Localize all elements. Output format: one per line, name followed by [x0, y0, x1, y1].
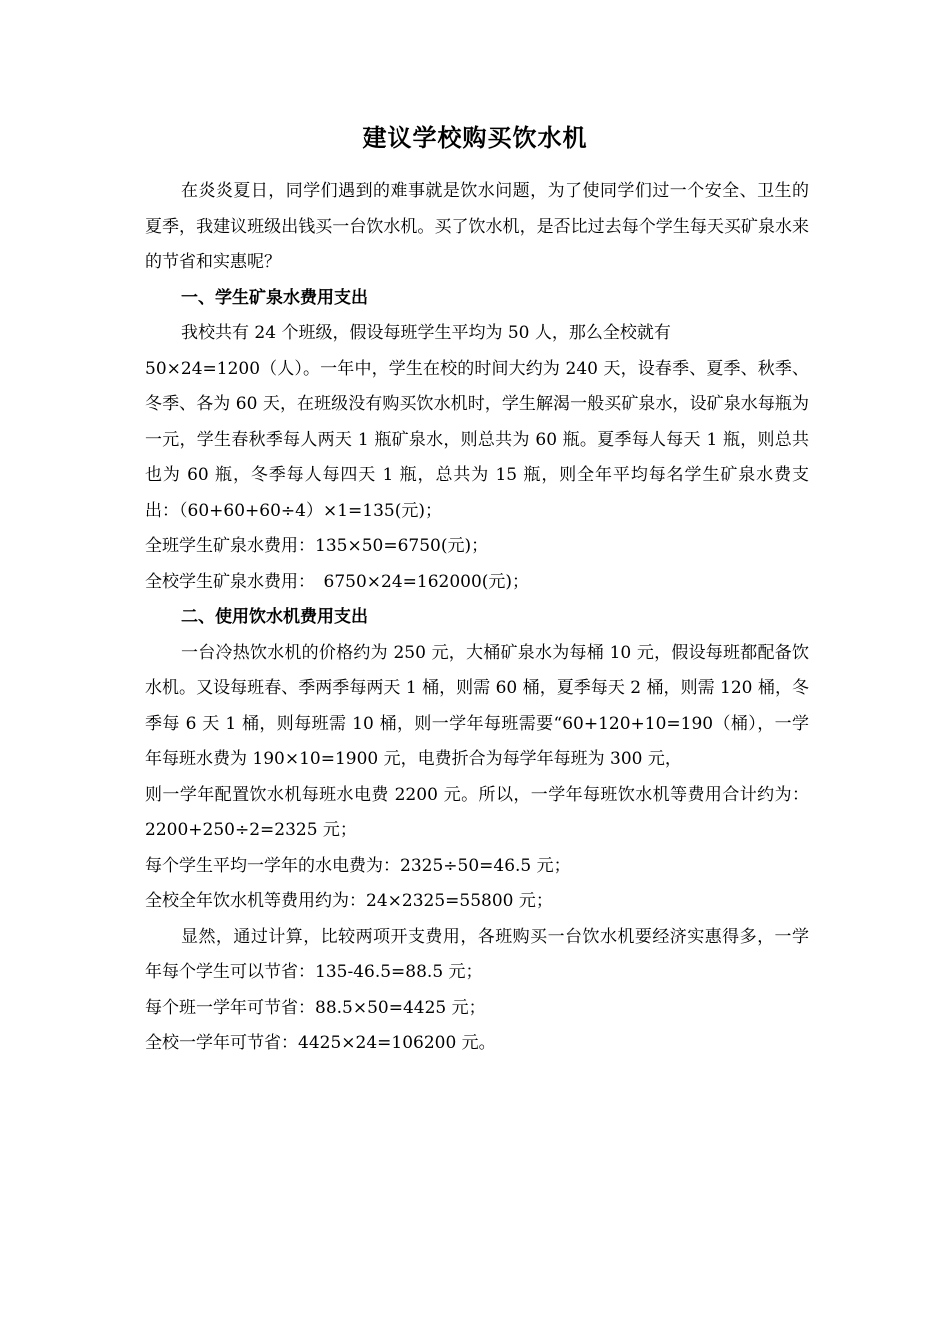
class-savings: 每个班一学年可节省：88.5×50=4425 元； [145, 997, 486, 1018]
school-savings: 全校一学年可节省：4425×24=106200 元。 [145, 1033, 496, 1053]
per-student-dispenser-cost: 每个学生平均一学年的水电费为：2325÷50=46.5 元； [145, 855, 571, 876]
section2-paragraph-continued: 则一学年配置饮水机每班水电费 2200 元。所以，一学年每班饮水机等费用合计约为：2200+250÷2=2325 元； [145, 784, 809, 840]
class-water-cost: 全班学生矿泉水费用：135×50=6750(元)； [145, 536, 489, 556]
section2-paragraph: 一台冷热饮水机的价格约为 250 元，大桶矿泉水为每桶 10 元，假设每班都配备饮水机。又设每班春、季两季每两天 1 桶，则需 60 桶，夏季每天 2 桶，则需 120 桶，冬季每 6 天 1 桶，则每班需 10 桶，则一学年每班需要“60+120+10=190（桶），一学年每班水费为 190×10=1900 元，电费折合为每学年每班为 300 元， [145, 642, 809, 769]
intro-paragraph: 在炎炎夏日，同学们遇到的难事就是饮水问题，为了使同学们过一个安全、卫生的夏季，我建议班级出钱买一台饮水机。买了饮水机，是否比过去每个学生每天买矿泉水来的节省和实惠呢？ [145, 181, 809, 272]
section-heading-mineral-water: 一、学生矿泉水费用支出 [181, 287, 368, 308]
section-heading-dispenser: 二、使用饮水机费用支出 [181, 607, 368, 627]
section1-paragraph-rest: 50×24=1200（人）。一年中，学生在校的时间大约为 240 天，设春季、夏季、秋季、冬季、各为 60 天，在班级没有购买饮水机时，学生解渴一般买矿泉水，设矿泉水每瓶为一元，学生春秋季每人两天 1 瓶矿泉水，则总共为 60 瓶。夏季每人每天 1 瓶，则总共也为 60 瓶，冬季每人每四天 1 瓶，总共为 15 瓶，则全年平均每名学生矿泉水费支出：（60+60+60÷4）×1=135(元)； [145, 358, 809, 521]
school-dispenser-cost: 全校全年饮水机等费用约为：24×2325=55800 元； [145, 891, 553, 911]
conclusion-paragraph: 显然，通过计算，比较两项开支费用，各班购买一台饮水机要经济实惠得多，一学年每个学生可以节省：135-46.5=88.5 元； [145, 926, 809, 982]
document-title: 建议学校购买饮水机 [362, 124, 588, 152]
school-water-cost: 全校学生矿泉水费用： 6750×24=162000(元)； [145, 571, 530, 592]
document-body [145, 174, 809, 1062]
section1-paragraph-line1: 我校共有 24 个班级，假设每班学生平均为 50 人，那么全校就有 [181, 323, 671, 343]
